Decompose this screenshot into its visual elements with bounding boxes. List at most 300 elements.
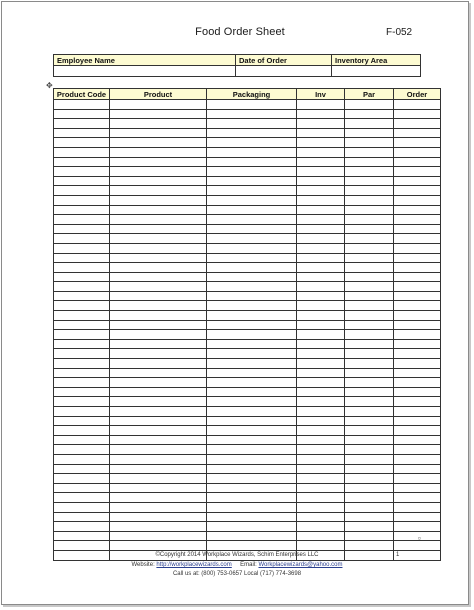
table-cell[interactable] bbox=[345, 493, 394, 503]
table-cell[interactable] bbox=[110, 195, 207, 205]
table-cell[interactable] bbox=[110, 157, 207, 167]
table-cell[interactable] bbox=[297, 359, 345, 369]
table-cell[interactable] bbox=[297, 445, 345, 455]
table-cell[interactable] bbox=[394, 243, 441, 253]
inventory-area-field[interactable] bbox=[332, 66, 421, 77]
table-cell[interactable] bbox=[345, 320, 394, 330]
table-cell[interactable] bbox=[345, 349, 394, 359]
table-cell[interactable] bbox=[297, 531, 345, 541]
table-cell[interactable] bbox=[297, 311, 345, 321]
table-cell[interactable] bbox=[345, 311, 394, 321]
table-cell[interactable] bbox=[110, 167, 207, 177]
table-cell[interactable] bbox=[54, 483, 110, 493]
table-cell[interactable] bbox=[207, 119, 297, 129]
table-cell[interactable] bbox=[297, 320, 345, 330]
table-cell[interactable] bbox=[297, 330, 345, 340]
table-cell[interactable] bbox=[207, 483, 297, 493]
table-cell[interactable] bbox=[207, 407, 297, 417]
table-cell[interactable] bbox=[345, 330, 394, 340]
table-cell[interactable] bbox=[345, 186, 394, 196]
table-cell[interactable] bbox=[54, 243, 110, 253]
table-cell[interactable] bbox=[207, 109, 297, 119]
table-cell[interactable] bbox=[207, 522, 297, 532]
table-cell[interactable] bbox=[345, 445, 394, 455]
table-cell[interactable] bbox=[54, 176, 110, 186]
table-cell[interactable] bbox=[110, 387, 207, 397]
table-cell[interactable] bbox=[54, 272, 110, 282]
table-cell[interactable] bbox=[110, 483, 207, 493]
table-cell[interactable] bbox=[394, 435, 441, 445]
table-cell[interactable] bbox=[345, 205, 394, 215]
table-cell[interactable] bbox=[394, 282, 441, 292]
table-cell[interactable] bbox=[394, 138, 441, 148]
table-cell[interactable] bbox=[54, 330, 110, 340]
table-cell[interactable] bbox=[207, 100, 297, 110]
table-cell[interactable] bbox=[54, 100, 110, 110]
table-cell[interactable] bbox=[394, 330, 441, 340]
table-cell[interactable] bbox=[207, 359, 297, 369]
table-cell[interactable] bbox=[54, 320, 110, 330]
table-cell[interactable] bbox=[297, 272, 345, 282]
table-cell[interactable] bbox=[54, 205, 110, 215]
table-cell[interactable] bbox=[297, 464, 345, 474]
table-cell[interactable] bbox=[297, 541, 345, 551]
table-cell[interactable] bbox=[345, 502, 394, 512]
table-cell[interactable] bbox=[394, 176, 441, 186]
table-cell[interactable] bbox=[207, 215, 297, 225]
table-cell[interactable] bbox=[297, 128, 345, 138]
table-row bbox=[54, 464, 441, 474]
table-cell[interactable] bbox=[394, 416, 441, 426]
table-cell[interactable] bbox=[54, 311, 110, 321]
table-row bbox=[54, 378, 441, 388]
table-cell[interactable] bbox=[394, 253, 441, 263]
table-cell[interactable] bbox=[345, 263, 394, 273]
table-cell[interactable] bbox=[207, 330, 297, 340]
table-cell[interactable] bbox=[110, 349, 207, 359]
table-cell[interactable] bbox=[207, 263, 297, 273]
table-cell[interactable] bbox=[394, 234, 441, 244]
table-cell[interactable] bbox=[110, 339, 207, 349]
table-cell[interactable] bbox=[207, 368, 297, 378]
table-cell[interactable] bbox=[54, 502, 110, 512]
table-cell[interactable] bbox=[297, 176, 345, 186]
table-cell[interactable] bbox=[345, 301, 394, 311]
table-cell[interactable] bbox=[207, 502, 297, 512]
table-cell[interactable] bbox=[54, 119, 110, 129]
table-cell[interactable] bbox=[54, 464, 110, 474]
table-cell[interactable] bbox=[207, 224, 297, 234]
table-cell[interactable] bbox=[297, 407, 345, 417]
col-packaging: Packaging bbox=[207, 89, 297, 100]
table-cell[interactable] bbox=[54, 426, 110, 436]
table-cell[interactable] bbox=[297, 234, 345, 244]
table-cell[interactable] bbox=[394, 512, 441, 522]
table-cell[interactable] bbox=[207, 301, 297, 311]
table-cell[interactable] bbox=[394, 109, 441, 119]
table-cell[interactable] bbox=[345, 426, 394, 436]
table-cell[interactable] bbox=[207, 234, 297, 244]
table-cell[interactable] bbox=[54, 147, 110, 157]
table-cell[interactable] bbox=[207, 445, 297, 455]
table-cell[interactable] bbox=[207, 167, 297, 177]
table-cell[interactable] bbox=[394, 445, 441, 455]
table-cell[interactable] bbox=[54, 263, 110, 273]
table-cell[interactable] bbox=[297, 186, 345, 196]
table-cell[interactable] bbox=[297, 263, 345, 273]
table-cell[interactable] bbox=[297, 224, 345, 234]
table-cell[interactable] bbox=[110, 109, 207, 119]
table-cell[interactable] bbox=[345, 119, 394, 129]
table-cell[interactable] bbox=[110, 224, 207, 234]
table-cell[interactable] bbox=[345, 339, 394, 349]
table-cell[interactable] bbox=[110, 128, 207, 138]
table-cell[interactable] bbox=[297, 205, 345, 215]
table-cell[interactable] bbox=[394, 454, 441, 464]
table-cell[interactable] bbox=[394, 291, 441, 301]
table-cell[interactable] bbox=[110, 253, 207, 263]
table-cell[interactable] bbox=[345, 147, 394, 157]
table-cell[interactable] bbox=[345, 282, 394, 292]
table-cell[interactable] bbox=[345, 157, 394, 167]
table-cell[interactable] bbox=[297, 387, 345, 397]
table-cell[interactable] bbox=[54, 368, 110, 378]
table-cell[interactable] bbox=[207, 349, 297, 359]
table-cell[interactable] bbox=[297, 109, 345, 119]
table-cell[interactable] bbox=[297, 416, 345, 426]
table-row bbox=[54, 493, 441, 503]
table-cell[interactable] bbox=[394, 186, 441, 196]
table-cell[interactable] bbox=[110, 215, 207, 225]
table-cell[interactable] bbox=[54, 531, 110, 541]
table-cell[interactable] bbox=[110, 541, 207, 551]
table-cell[interactable] bbox=[394, 531, 441, 541]
table-cell[interactable] bbox=[207, 464, 297, 474]
table-cell[interactable] bbox=[54, 282, 110, 292]
table-cell[interactable] bbox=[297, 282, 345, 292]
table-cell[interactable] bbox=[207, 493, 297, 503]
table-cell[interactable] bbox=[297, 291, 345, 301]
table-cell[interactable] bbox=[54, 359, 110, 369]
table-cell[interactable] bbox=[110, 522, 207, 532]
employee-name-field[interactable] bbox=[54, 66, 236, 77]
table-cell[interactable] bbox=[394, 464, 441, 474]
table-cell[interactable] bbox=[110, 138, 207, 148]
table-cell[interactable] bbox=[297, 474, 345, 484]
table-cell[interactable] bbox=[345, 291, 394, 301]
table-cell[interactable] bbox=[207, 138, 297, 148]
table-cell[interactable] bbox=[110, 119, 207, 129]
table-cell[interactable] bbox=[110, 359, 207, 369]
table-cell[interactable] bbox=[207, 541, 297, 551]
table-cell[interactable] bbox=[394, 483, 441, 493]
table-cell[interactable] bbox=[394, 272, 441, 282]
table-cell[interactable] bbox=[297, 147, 345, 157]
table-cell[interactable] bbox=[297, 493, 345, 503]
table-cell[interactable] bbox=[345, 407, 394, 417]
table-cell[interactable] bbox=[297, 157, 345, 167]
table-cell[interactable] bbox=[394, 339, 441, 349]
table-cell[interactable] bbox=[54, 157, 110, 167]
table-cell[interactable] bbox=[54, 291, 110, 301]
table-cell[interactable] bbox=[110, 378, 207, 388]
table-cell[interactable] bbox=[110, 320, 207, 330]
table-cell[interactable] bbox=[394, 119, 441, 129]
table-cell[interactable] bbox=[394, 522, 441, 532]
table-row bbox=[54, 483, 441, 493]
table-cell[interactable] bbox=[345, 368, 394, 378]
table-cell[interactable] bbox=[297, 339, 345, 349]
table-cell[interactable] bbox=[207, 243, 297, 253]
table-cell[interactable] bbox=[297, 195, 345, 205]
table-cell[interactable] bbox=[54, 339, 110, 349]
table-cell[interactable] bbox=[394, 263, 441, 273]
table-cell[interactable] bbox=[54, 522, 110, 532]
table-row bbox=[54, 541, 441, 551]
table-cell[interactable] bbox=[207, 387, 297, 397]
table-cell[interactable] bbox=[110, 531, 207, 541]
table-cell[interactable] bbox=[345, 464, 394, 474]
table-cell[interactable] bbox=[110, 464, 207, 474]
table-cell[interactable] bbox=[297, 435, 345, 445]
table-cell[interactable] bbox=[345, 138, 394, 148]
table-cell[interactable] bbox=[207, 454, 297, 464]
table-cell[interactable] bbox=[345, 215, 394, 225]
table-cell[interactable] bbox=[394, 320, 441, 330]
table-cell[interactable] bbox=[297, 512, 345, 522]
table-cell[interactable] bbox=[54, 349, 110, 359]
table-cell[interactable] bbox=[297, 349, 345, 359]
table-cell[interactable] bbox=[394, 224, 441, 234]
table-cell[interactable] bbox=[297, 454, 345, 464]
table-row bbox=[54, 195, 441, 205]
table-cell[interactable] bbox=[110, 301, 207, 311]
table-cell[interactable] bbox=[207, 282, 297, 292]
table-cell[interactable] bbox=[54, 234, 110, 244]
table-cell[interactable] bbox=[54, 454, 110, 464]
table-cell[interactable] bbox=[207, 186, 297, 196]
table-cell[interactable] bbox=[394, 128, 441, 138]
table-cell[interactable] bbox=[54, 445, 110, 455]
page-number: 1 bbox=[396, 552, 400, 558]
table-cell[interactable] bbox=[110, 291, 207, 301]
table-cell[interactable] bbox=[394, 349, 441, 359]
table-cell[interactable] bbox=[54, 253, 110, 263]
table-row bbox=[54, 359, 441, 369]
table-cell[interactable] bbox=[394, 100, 441, 110]
table-cell[interactable] bbox=[297, 243, 345, 253]
table-cell[interactable] bbox=[297, 301, 345, 311]
table-cell[interactable] bbox=[110, 445, 207, 455]
table-cell[interactable] bbox=[207, 320, 297, 330]
table-cell[interactable] bbox=[207, 378, 297, 388]
table-row bbox=[54, 128, 441, 138]
table-cell[interactable] bbox=[207, 157, 297, 167]
table-cell[interactable] bbox=[394, 205, 441, 215]
table-cell[interactable] bbox=[207, 147, 297, 157]
table-cell[interactable] bbox=[54, 416, 110, 426]
table-cell[interactable] bbox=[110, 234, 207, 244]
table-cell[interactable] bbox=[110, 512, 207, 522]
table-cell[interactable] bbox=[345, 541, 394, 551]
table-cell[interactable] bbox=[394, 215, 441, 225]
table-cell[interactable] bbox=[345, 224, 394, 234]
table-cell[interactable] bbox=[394, 359, 441, 369]
table-cell[interactable] bbox=[54, 397, 110, 407]
table-cell[interactable] bbox=[110, 243, 207, 253]
table-cell[interactable] bbox=[54, 435, 110, 445]
table-cell[interactable] bbox=[54, 512, 110, 522]
table-cell[interactable] bbox=[54, 109, 110, 119]
table-cell[interactable] bbox=[394, 426, 441, 436]
table-cell[interactable] bbox=[110, 311, 207, 321]
table-row bbox=[54, 454, 441, 464]
table-cell[interactable] bbox=[207, 426, 297, 436]
table-cell[interactable] bbox=[110, 397, 207, 407]
table-cell[interactable] bbox=[207, 311, 297, 321]
table-cell[interactable] bbox=[110, 435, 207, 445]
table-cell[interactable] bbox=[207, 272, 297, 282]
table-cell[interactable] bbox=[345, 454, 394, 464]
table-cell[interactable] bbox=[110, 407, 207, 417]
table-cell[interactable] bbox=[394, 474, 441, 484]
table-cell[interactable] bbox=[110, 368, 207, 378]
table-cell[interactable] bbox=[345, 195, 394, 205]
table-cell[interactable] bbox=[110, 426, 207, 436]
table-cell[interactable] bbox=[110, 176, 207, 186]
table-cell[interactable] bbox=[54, 387, 110, 397]
table-cell[interactable] bbox=[54, 215, 110, 225]
table-cell[interactable] bbox=[297, 253, 345, 263]
table-cell[interactable] bbox=[207, 291, 297, 301]
table-cell[interactable] bbox=[110, 502, 207, 512]
table-cell[interactable] bbox=[110, 186, 207, 196]
table-cell[interactable] bbox=[297, 483, 345, 493]
table-cell[interactable] bbox=[207, 474, 297, 484]
table-cell[interactable] bbox=[394, 387, 441, 397]
table-cell[interactable] bbox=[297, 138, 345, 148]
table-cell[interactable] bbox=[110, 147, 207, 157]
table-cell[interactable] bbox=[345, 474, 394, 484]
table-cell[interactable] bbox=[207, 176, 297, 186]
table-cell[interactable] bbox=[394, 541, 441, 551]
table-cell[interactable] bbox=[345, 378, 394, 388]
table-cell[interactable] bbox=[110, 454, 207, 464]
table-cell[interactable] bbox=[207, 205, 297, 215]
table-cell[interactable] bbox=[54, 128, 110, 138]
table-cell[interactable] bbox=[54, 138, 110, 148]
table-cell[interactable] bbox=[297, 119, 345, 129]
table-cell[interactable] bbox=[345, 416, 394, 426]
table-cell[interactable] bbox=[297, 167, 345, 177]
table-cell[interactable] bbox=[297, 426, 345, 436]
table-cell[interactable] bbox=[394, 157, 441, 167]
table-cell[interactable] bbox=[394, 378, 441, 388]
table-cell[interactable] bbox=[110, 416, 207, 426]
table-cell[interactable] bbox=[207, 128, 297, 138]
table-cell[interactable] bbox=[345, 387, 394, 397]
table-cell[interactable] bbox=[54, 186, 110, 196]
table-cell[interactable] bbox=[54, 378, 110, 388]
table-cell[interactable] bbox=[207, 512, 297, 522]
table-cell[interactable] bbox=[394, 147, 441, 157]
table-cell[interactable] bbox=[345, 397, 394, 407]
table-cell[interactable] bbox=[394, 502, 441, 512]
table-cell[interactable] bbox=[110, 205, 207, 215]
table-cell[interactable] bbox=[110, 330, 207, 340]
table-cell[interactable] bbox=[394, 493, 441, 503]
table-cell[interactable] bbox=[54, 195, 110, 205]
move-handle-icon[interactable]: ✥ bbox=[46, 81, 53, 90]
table-cell[interactable] bbox=[207, 416, 297, 426]
table-cell[interactable] bbox=[297, 368, 345, 378]
table-cell[interactable] bbox=[345, 483, 394, 493]
table-cell[interactable] bbox=[345, 176, 394, 186]
table-cell[interactable] bbox=[345, 234, 394, 244]
table-cell[interactable] bbox=[54, 407, 110, 417]
table-cell[interactable] bbox=[207, 531, 297, 541]
table-cell[interactable] bbox=[345, 253, 394, 263]
table-cell[interactable] bbox=[54, 474, 110, 484]
table-cell[interactable] bbox=[345, 359, 394, 369]
table-cell[interactable] bbox=[297, 502, 345, 512]
table-cell[interactable] bbox=[110, 263, 207, 273]
table-cell[interactable] bbox=[297, 215, 345, 225]
date-of-order-field[interactable] bbox=[236, 66, 332, 77]
website-link[interactable]: http://workplacewizards.com bbox=[156, 562, 232, 568]
table-cell[interactable] bbox=[394, 195, 441, 205]
table-cell[interactable] bbox=[110, 100, 207, 110]
table-cell[interactable] bbox=[54, 301, 110, 311]
table-cell[interactable] bbox=[207, 435, 297, 445]
table-cell[interactable] bbox=[207, 339, 297, 349]
table-cell[interactable] bbox=[110, 282, 207, 292]
table-cell[interactable] bbox=[207, 397, 297, 407]
table-cell[interactable] bbox=[110, 272, 207, 282]
table-cell[interactable] bbox=[297, 522, 345, 532]
table-cell[interactable] bbox=[54, 541, 110, 551]
table-cell[interactable] bbox=[345, 531, 394, 541]
table-cell[interactable] bbox=[297, 397, 345, 407]
email-link[interactable]: Workplacewizards@yahoo.com bbox=[258, 562, 343, 568]
table-cell[interactable] bbox=[345, 100, 394, 110]
table-cell[interactable] bbox=[345, 512, 394, 522]
table-cell[interactable] bbox=[345, 272, 394, 282]
table-cell[interactable] bbox=[54, 167, 110, 177]
table-cell[interactable] bbox=[394, 368, 441, 378]
table-cell[interactable] bbox=[345, 243, 394, 253]
table-cell[interactable] bbox=[345, 435, 394, 445]
table-cell[interactable] bbox=[394, 301, 441, 311]
table-row bbox=[54, 167, 441, 177]
table-cell[interactable] bbox=[110, 493, 207, 503]
table-cell[interactable] bbox=[345, 167, 394, 177]
table-cell[interactable] bbox=[345, 522, 394, 532]
table-cell[interactable] bbox=[394, 407, 441, 417]
table-cell[interactable] bbox=[394, 397, 441, 407]
table-cell[interactable] bbox=[394, 311, 441, 321]
table-cell[interactable] bbox=[345, 128, 394, 138]
table-cell[interactable] bbox=[207, 195, 297, 205]
table-cell[interactable] bbox=[207, 253, 297, 263]
table-cell[interactable] bbox=[297, 378, 345, 388]
table-cell[interactable] bbox=[54, 224, 110, 234]
table-cell[interactable] bbox=[345, 109, 394, 119]
table-cell[interactable] bbox=[110, 474, 207, 484]
table-cell[interactable] bbox=[54, 493, 110, 503]
table-cell[interactable] bbox=[297, 100, 345, 110]
table-cell[interactable] bbox=[394, 167, 441, 177]
